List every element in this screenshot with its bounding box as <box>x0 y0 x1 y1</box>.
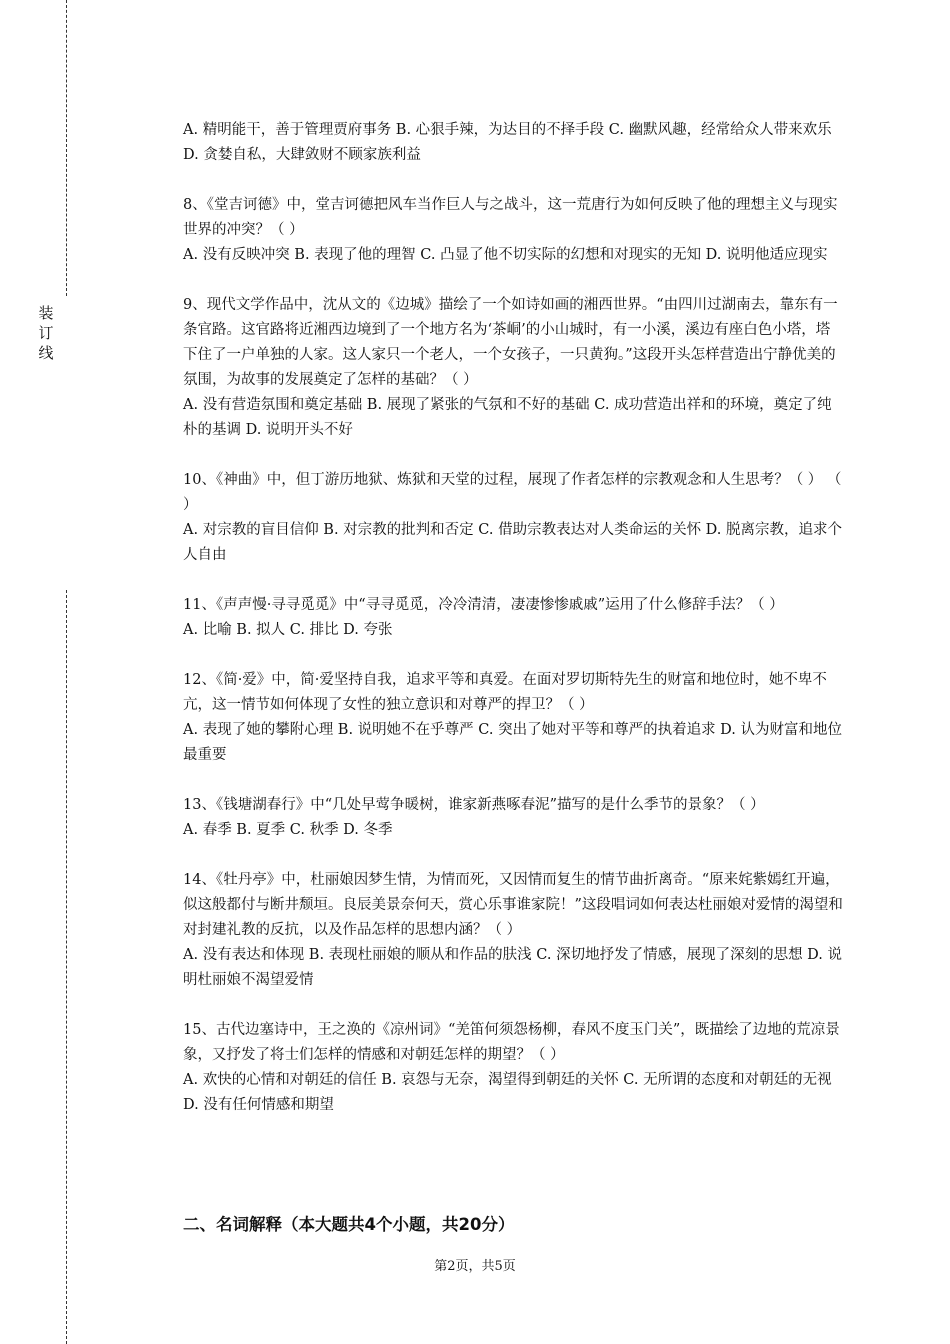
section-heading: 二、名词解释（本大题共4个小题，共20分） <box>183 1215 515 1234</box>
binding-line-label: 装订线 <box>38 304 54 362</box>
question-stem: 9、现代文学作品中，沈从文的《边城》描绘了一个如诗如画的湘西世界。“由四川过湖南去，靠东有一条官路。这官路将近湘西边境到了一个地方名为‘茶峒’的小山城时，有一小溪，溪边有座白色小塔，塔下住了一户单独的人家。这人家只一个老人，一个女孩子，一只黄狗。”这段开头怎样营造出宁静优美的氛围，为故事的发展奠定了怎样的基础？（ ） <box>183 297 838 388</box>
question-13 <box>183 793 843 843</box>
question-stem: 10、《神曲》中，但丁游历地狱、炼狱和天堂的过程，展现了作者怎样的宗教观念和人生思考？（ ） （ ） <box>183 472 842 513</box>
question-options: A. 欢快的心情和对朝廷的信任 B. 哀怨与无奈，渴望得到朝廷的关怀 C. 无所谓的态度和对朝廷的无视 D. 没有任何情感和期望 <box>183 1072 832 1113</box>
question-stem: 8、《堂吉诃德》中，堂吉诃德把风车当作巨人与之战斗，这一荒唐行为如何反映了他的理想主义与现实世界的冲突？（ ） <box>183 197 838 238</box>
question-stem: 12、《简·爱》中，简·爱坚持自我，追求平等和真爱。在面对罗切斯特先生的财富和地位时，她不卑不亢，这一情节如何体现了女性的独立意识和对尊严的捍卫？（ ） <box>183 672 827 713</box>
page-footer: 第2页，共5页 <box>434 1259 516 1274</box>
binding-dashed-line-bottom <box>66 590 67 1344</box>
question-stem: 11、《声声慢·寻寻觅觅》中“寻寻觅觅，冷冷清清，凄凄惨惨戚戚”运用了什么修辞手法？（ ） <box>183 597 784 613</box>
question-options: A. 春季 B. 夏季 C. 秋季 D. 冬季 <box>183 822 393 838</box>
question-options: A. 对宗教的盲目信仰 B. 对宗教的批判和否定 C. 借助宗教表达对人类命运的关怀 D. 脱离宗教，追求个人自由 <box>183 522 843 563</box>
question-15 <box>183 1018 843 1118</box>
question-options: A. 没有营造氛围和奠定基础 B. 展现了紧张的气氛和不好的基础 C. 成功营造出祥和的环境，奠定了纯朴的基调 D. 说明开头不好 <box>183 397 832 438</box>
question-stem: 15、古代边塞诗中，王之涣的《凉州词》“羌笛何须怨杨柳，春风不度玉门关”，既描绘了边地的荒凉景象，又抒发了将士们怎样的情感和对朝廷怎样的期望？（ ） <box>183 1022 840 1063</box>
question-options: A. 没有表达和体现 B. 表现杜丽娘的顺从和作品的肤浅 C. 深切地抒发了情感，展现了深刻的思想 D. 说明杜丽娘不渴望爱情 <box>183 947 843 988</box>
question-options: A. 比喻 B. 拟人 C. 排比 D. 夸张 <box>183 622 393 638</box>
question-list <box>183 118 843 1143</box>
question-8 <box>183 193 843 268</box>
binding-dashed-line-top <box>66 0 67 296</box>
question-11 <box>183 593 843 643</box>
question-stem: 14、《牡丹亭》中，杜丽娘因梦生情，为情而死，又因情而复生的情节曲折离奇。“原来姹紫嫣红开遍，似这般都付与断井颓垣。良辰美景奈何天，赏心乐事谁家院！”这段唱词如何表达杜丽娘对爱情的渴望和对封建礼教的反抗，以及作品怎样的思想内涵？（ ） <box>183 872 843 938</box>
question-9 <box>183 293 843 443</box>
question-options: A. 表现了她的攀附心理 B. 说明她不在乎尊严 C. 突出了她对平等和尊严的执着追求 D. 认为财富和地位最重要 <box>183 722 843 763</box>
question-10 <box>183 468 843 568</box>
question-options: A. 精明能干，善于管理贾府事务 B. 心狠手辣，为达目的不择手段 C. 幽默风趣，经常给众人带来欢乐 D. 贪婪自私，大肆敛财不顾家族利益 <box>183 122 832 163</box>
question-7-continued <box>183 118 843 168</box>
question-12 <box>183 668 843 768</box>
question-stem: 13、《钱塘湖春行》中“几处早莺争暖树，谁家新燕啄春泥”描写的是什么季节的景象？（ ） <box>183 797 765 813</box>
question-options: A. 没有反映冲突 B. 表现了他的理智 C. 凸显了他不切实际的幻想和对现实的无知 D. 说明他适应现实 <box>183 247 828 263</box>
question-14 <box>183 868 843 993</box>
